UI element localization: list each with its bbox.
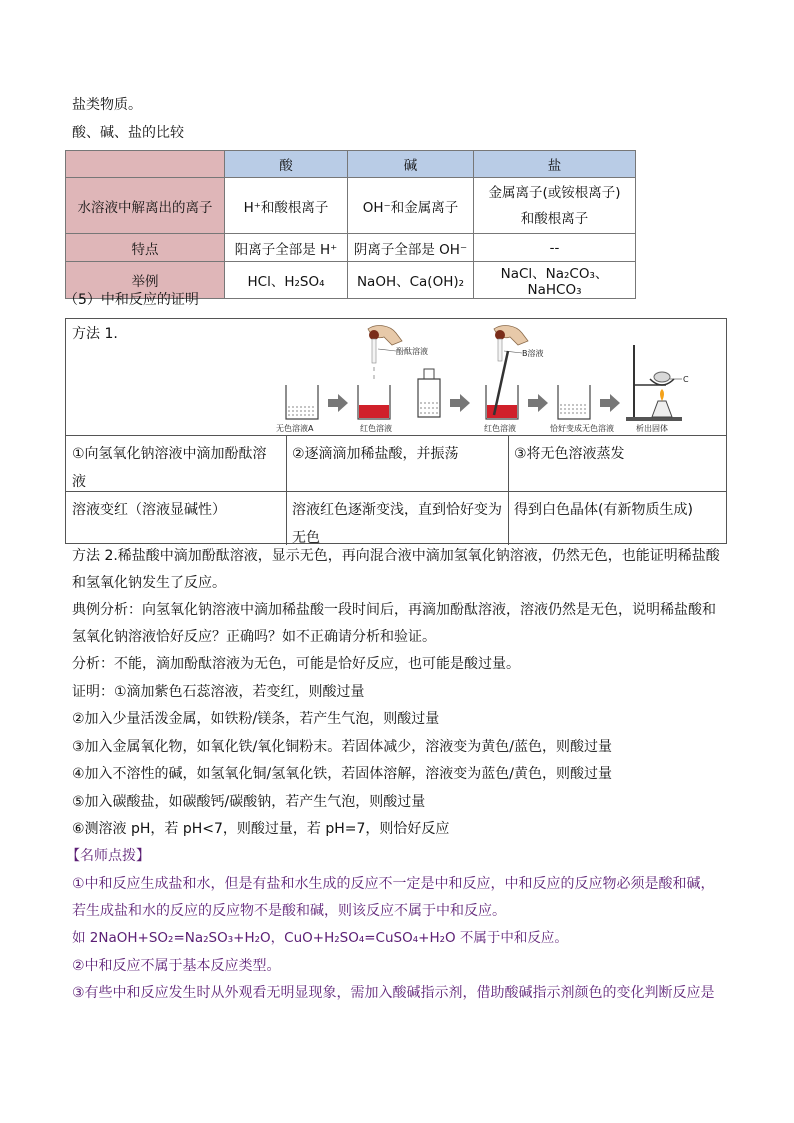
label-phenol: 酚酞溶液 [396, 347, 428, 356]
cell-salt-ions [474, 178, 636, 234]
method1-results-row [66, 491, 726, 545]
salt-ions-line1: 金属离子(或铵根离子) [488, 184, 621, 201]
example-line2: 氢氧化钠溶液恰好反应？正确吗？如不正确请分析和验证。 [72, 629, 436, 645]
proof-line-4: ④加入不溶性的碱，如氢氧化铜/氢氧化铁，若固体溶解，溶液变为蓝色/黄色，则酸过量 [72, 766, 612, 782]
cell-acid-ions: H⁺和酸根离子 [225, 178, 348, 234]
reagent-bottle [418, 369, 440, 417]
section5-title: （5）中和反应的证明 [64, 292, 199, 308]
example-line1: 典例分析：向氢氧化钠溶液中滴加稀盐酸一段时间后，再滴加酚酞溶液，溶液仍然是无色，说明稀盐酸和 [72, 602, 716, 618]
comparison-table [65, 150, 636, 299]
header-acid: 酸 [225, 151, 348, 178]
evaporation-stand [626, 345, 682, 421]
arrow-4 [600, 394, 620, 412]
header-salt: 盐 [474, 151, 636, 178]
tip1-line2: 若生成盐和水的反应的反应物不是酸和碱，则该反应不属于中和反应。 [72, 903, 506, 919]
cell-salt-example: NaCl、Na₂CO₃、NaHCO₃ [474, 262, 636, 299]
row-label-example: 举例 [66, 262, 225, 299]
result-3: 得到白色晶体(有新物质生成) [514, 502, 693, 518]
cell-acid-feature: 阳离子全部是 H⁺ [225, 234, 348, 262]
label-c: C [683, 375, 689, 384]
analysis-line: 分析：不能，滴加酚酞溶液为无色，可能是恰好反应，也可能是酸过量。 [72, 656, 520, 672]
intro-line: 盐类物质。 [72, 97, 142, 113]
beaker-neutral [558, 385, 590, 419]
proof-line-5: ⑤加入碳酸盐，如碳酸钙/碳酸钠，若产生气泡，则酸过量 [72, 794, 426, 810]
experiment-figure [272, 321, 702, 437]
cell-salt-feature: -- [474, 234, 636, 262]
step-2: ②逐滴滴加稀盐酸，并振荡 [292, 446, 459, 462]
step-1: ①向氢氧化钠溶液中滴加酚酞溶液 [72, 446, 267, 490]
header-base: 碱 [348, 151, 474, 178]
row-label-ions: 水溶液中解离出的离子 [66, 178, 225, 234]
label-red-1: 红色溶液 [360, 424, 392, 433]
arrow-1 [328, 394, 348, 412]
tip1-example: 如 2NaOH+SO₂=Na₂SO₃+H₂O，CuO+H₂SO₄=CuSO₄+H₂O 不属于中和反应。 [72, 930, 568, 946]
tip2-line: ②中和反应不属于基本反应类型。 [72, 958, 281, 974]
method1-steps-row [66, 435, 726, 492]
beaker-red-1 [358, 385, 390, 419]
arrow-3 [528, 394, 548, 412]
result-1: 溶液变红（溶液显碱性） [72, 502, 226, 518]
tip1-line1: ①中和反应生成盐和水，但是有盐和水生成的反应不一定是中和反应，中和反应的反应物必须是酸和碱， [72, 876, 715, 892]
label-red-2: 红色溶液 [484, 424, 516, 433]
cell-base-feature: 阴离子全部是 OH⁻ [348, 234, 474, 262]
tip3-line: ③有些中和反应发生时从外观看无明显现象，需加入酸碱指示剂，借助酸碱指示剂颜色的变化判断反应是 [72, 985, 715, 1001]
label-b-solution: B溶液 [522, 349, 544, 358]
tips-title: 【名师点拨】 [66, 848, 150, 864]
method2-line1: 方法 2.稀盐酸中滴加酚酞溶液，显示无色，再向混合液中滴加氢氧化钠溶液，仍然无色，也能证明稀盐酸 [72, 548, 720, 564]
salt-ions-line2: 和酸根离子 [520, 210, 589, 227]
label-neutral: 恰好变成无色溶液 [550, 424, 614, 433]
beaker-a [286, 385, 318, 419]
cell-base-example: NaOH、Ca(OH)₂ [348, 262, 474, 299]
compare-title: 酸、碱、盐的比较 [72, 125, 184, 141]
method2-line2: 和氢氧化钠发生了反应。 [72, 575, 226, 591]
method1-box [65, 318, 727, 544]
label-beaker-a: 无色溶液A [276, 424, 314, 433]
proof-line-6: ⑥测溶液 pH，若 pH<7，则酸过量，若 pH=7，则恰好反应 [72, 821, 450, 837]
method1-title: 方法 1. [72, 326, 118, 342]
label-solid: 析出固体 [636, 424, 668, 433]
proof-line-1: 证明：①滴加紫色石蕊溶液，若变红，则酸过量 [72, 684, 365, 700]
row-label-feature: 特点 [66, 234, 225, 262]
result-2: 溶液红色逐渐变浅，直到恰好变为无色 [292, 502, 502, 546]
proof-line-2: ②加入少量活泼金属，如铁粉/镁条，若产生气泡，则酸过量 [72, 711, 440, 727]
arrow-2 [450, 394, 470, 412]
cell-acid-example: HCl、H₂SO₄ [225, 262, 348, 299]
proof-line-3: ③加入金属氧化物，如氧化铁/氧化铜粉末。若固体减少，溶液变为黄色/蓝色，则酸过量 [72, 739, 612, 755]
cell-base-ions: OH⁻和金属离子 [348, 178, 474, 234]
table-corner-cell [66, 151, 225, 178]
step-3: ③将无色溶液蒸发 [514, 446, 625, 462]
